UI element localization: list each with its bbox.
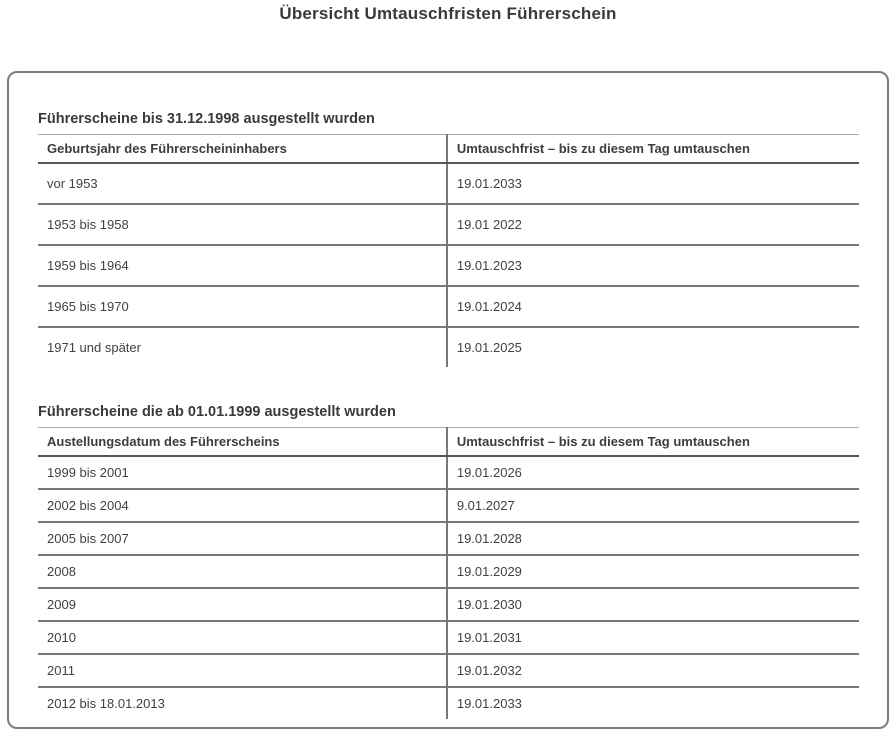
table-row bbox=[38, 522, 859, 555]
table-row bbox=[38, 654, 859, 687]
column-header: Umtauschfrist – bis zu diesem Tag umtauschen bbox=[447, 135, 859, 164]
table-body bbox=[38, 456, 859, 719]
header-row bbox=[38, 135, 859, 164]
row-deadline-cell: 19.01.2026 bbox=[447, 456, 859, 489]
content-card bbox=[7, 71, 889, 729]
row-deadline-cell: 9.01.2027 bbox=[447, 489, 859, 522]
table-row bbox=[38, 489, 859, 522]
row-deadline-cell: 19.01.2024 bbox=[447, 286, 859, 327]
table-row bbox=[38, 555, 859, 588]
row-deadline-cell: 19.01.2023 bbox=[447, 245, 859, 286]
column-header: Umtauschfrist – bis zu diesem Tag umtauschen bbox=[447, 428, 859, 457]
row-deadline-cell: 19.01.2025 bbox=[456, 340, 522, 355]
row-deadline-cell: 19.01.2029 bbox=[447, 555, 859, 588]
table-row bbox=[38, 687, 859, 719]
row-label-cell: 1971 und später bbox=[38, 327, 447, 367]
deadline-table bbox=[38, 134, 859, 367]
row-deadline-cell: 19.01.2033 bbox=[456, 696, 522, 711]
row-deadline-cell: 19.01.2031 bbox=[447, 621, 859, 654]
row-label-cell: 1965 bis 1970 bbox=[38, 286, 447, 327]
table-row bbox=[38, 456, 859, 489]
table-section bbox=[38, 404, 859, 719]
row-deadline-cell: 19.01.2033 bbox=[447, 163, 859, 204]
row-label-cell: 2011 bbox=[38, 654, 447, 687]
deadline-table bbox=[38, 427, 859, 719]
row-label-cell: 2012 bis 18.01.2013 bbox=[38, 687, 447, 719]
row-deadline-cell: 19.01 2022 bbox=[447, 204, 859, 245]
row-label-cell: 2002 bis 2004 bbox=[38, 489, 447, 522]
row-deadline-cell: 19.01.2032 bbox=[447, 654, 859, 687]
table-head bbox=[38, 135, 859, 164]
row-label-cell: vor 1953 bbox=[38, 163, 447, 204]
table-row bbox=[38, 327, 859, 367]
page-title: Übersicht Umtauschfristen Führerschein bbox=[279, 4, 617, 23]
table-body bbox=[38, 163, 859, 367]
row-label-cell: 1953 bis 1958 bbox=[38, 204, 447, 245]
header-row bbox=[38, 428, 859, 457]
row-deadline-cell: 19.01.2030 bbox=[447, 588, 859, 621]
row-label-cell: 2008 bbox=[38, 555, 447, 588]
table-row bbox=[38, 163, 859, 204]
row-deadline-cell: 19.01.2028 bbox=[447, 522, 859, 555]
row-label-cell: 2010 bbox=[38, 621, 447, 654]
table-head bbox=[38, 428, 859, 457]
table-section bbox=[38, 111, 859, 367]
table-row bbox=[38, 588, 859, 621]
column-header: Austellungsdatum des Führerscheins bbox=[38, 428, 447, 457]
table-row bbox=[38, 286, 859, 327]
table-row bbox=[38, 245, 859, 286]
row-label-cell: 2009 bbox=[38, 588, 447, 621]
table-row bbox=[38, 621, 859, 654]
row-label-cell: 1959 bis 1964 bbox=[38, 245, 447, 286]
row-label-cell: 1999 bis 2001 bbox=[38, 456, 447, 489]
table-row bbox=[38, 204, 859, 245]
section-heading: Führerscheine die ab 01.01.1999 ausgestellt wurden bbox=[38, 404, 396, 420]
row-label-cell: 2005 bis 2007 bbox=[38, 522, 447, 555]
section-heading: Führerscheine bis 31.12.1998 ausgestellt wurden bbox=[38, 111, 375, 127]
column-header: Geburtsjahr des Führerscheininhabers bbox=[38, 135, 447, 164]
